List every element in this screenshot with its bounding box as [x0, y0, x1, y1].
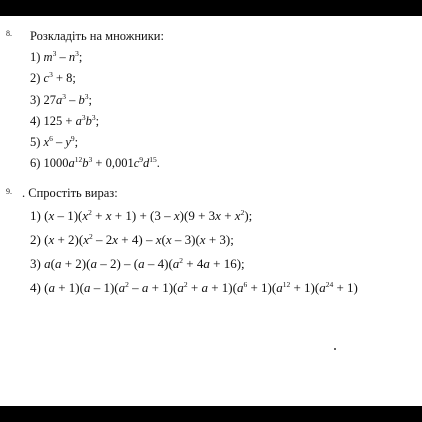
task-number-9: 9. — [6, 187, 12, 196]
task-number-8: 8. — [6, 29, 12, 38]
task-9-item-2: 2) $(x + 2)(x^2 - 2x + 4) - x(x - 3)(x + 3)$; — [30, 232, 234, 247]
bottom-black-bar — [0, 406, 422, 422]
task-9-heading: . Спростіть вираз: — [22, 186, 118, 200]
task-8-item-3: 3) $27a^3 - b^3$; — [30, 92, 93, 107]
task-8-heading: Розкладіть на множники: — [30, 29, 164, 43]
task-8-item-2: 2) $c^3 + 8$; — [30, 70, 76, 85]
stray-dot — [334, 348, 336, 350]
top-black-bar — [0, 0, 422, 16]
task-9-item-1: 1) $(x - 1)(x^2 + x + 1) + (3 - x)(9 + 3x + x^2)$; — [30, 208, 253, 223]
task-8-item-6: 6) $1000a^{12}b^3 + 0,001c^9d^{15}$. — [30, 155, 160, 170]
task-9-item-3: 3) $a(a + 2)(a - 2) - (a - 4)(a^2 + 4a + 16)$; — [30, 256, 245, 271]
task-9-item-4: 4) $(a + 1)(a - 1)(a^2 - a + 1)(a^2 + a + 1)(a^6 + 1)(a^{12} + 1)(a^{24} + 1)$ — [30, 280, 358, 295]
task-8-item-5: 5) $x^6 - y^9$; — [30, 134, 79, 149]
task-8-item-1: 1) $m^3 - n^3$; — [30, 49, 83, 64]
task-8-item-4: 4) $125 + a^3b^3$; — [30, 113, 100, 128]
